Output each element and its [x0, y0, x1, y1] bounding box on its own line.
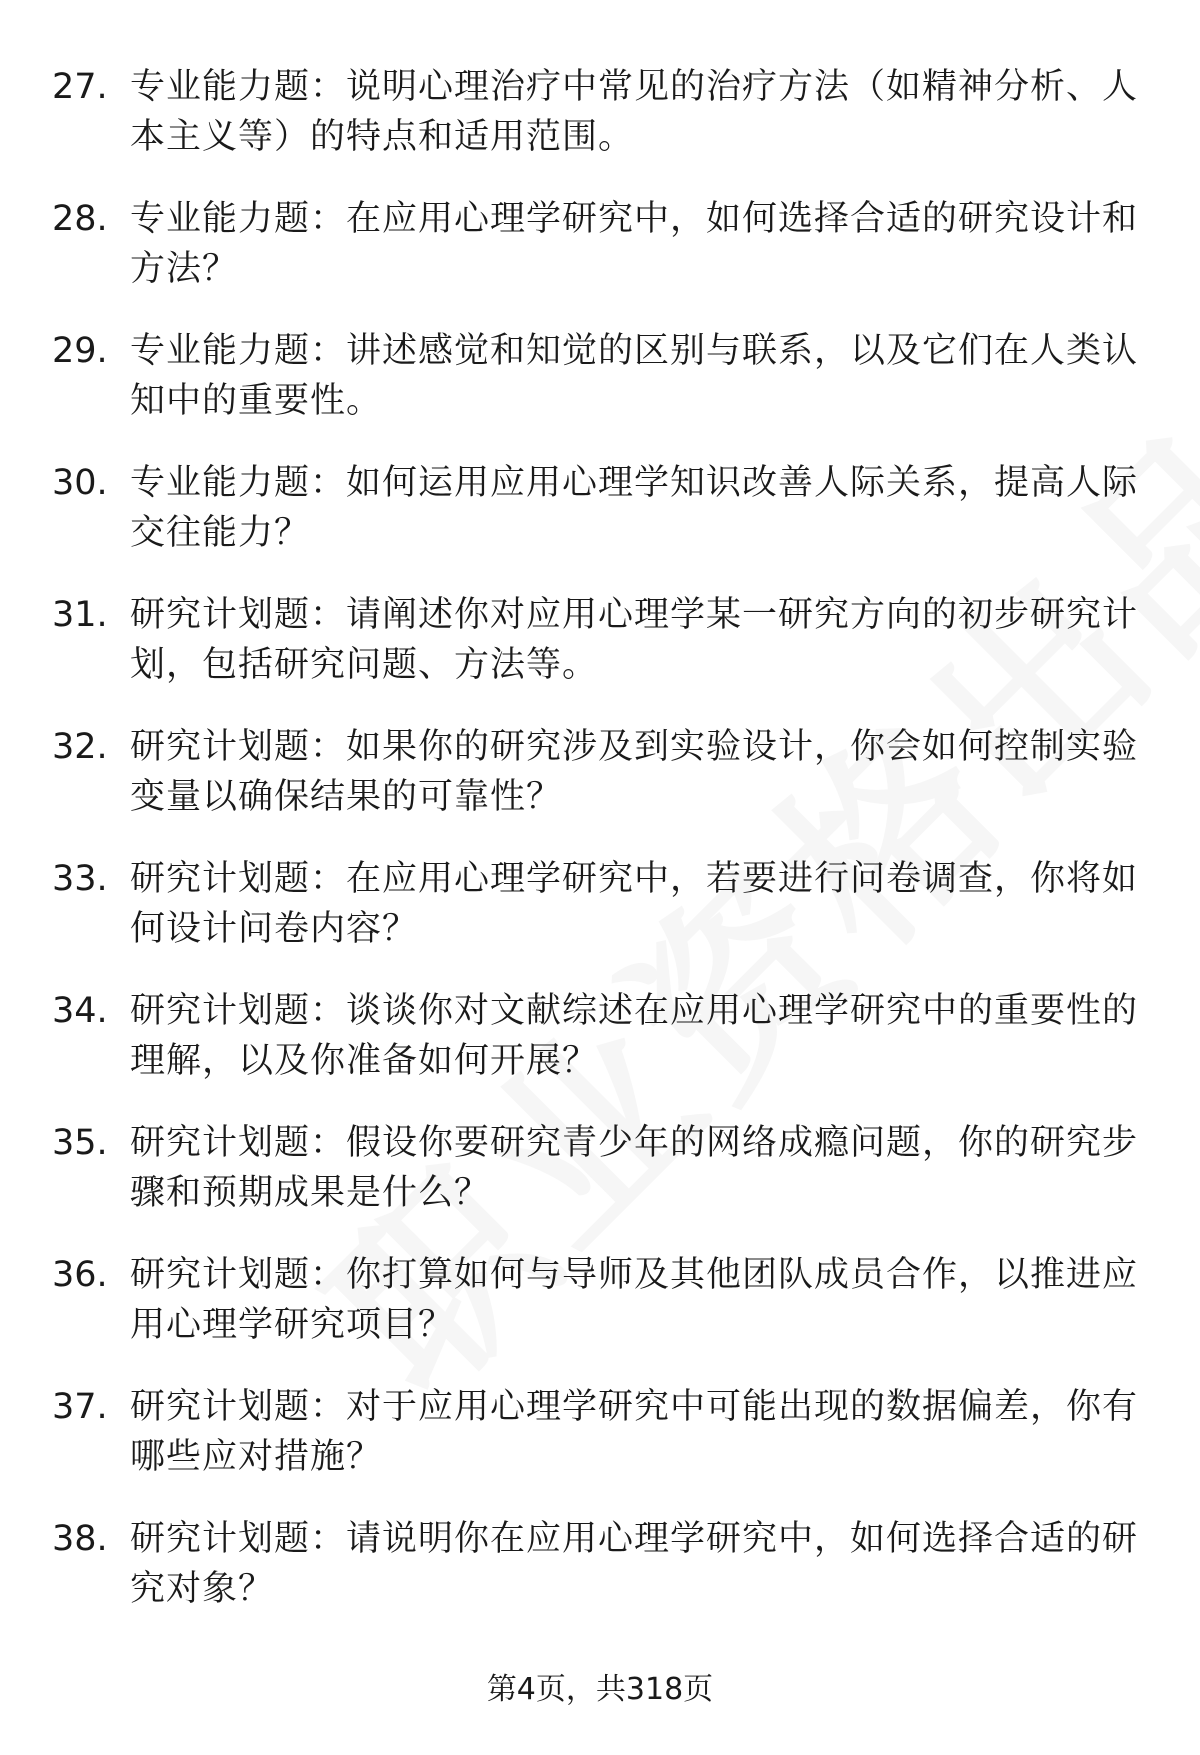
list-item — [52, 1514, 1152, 1646]
question-number: 27. — [52, 67, 108, 107]
list-item — [52, 194, 1152, 326]
list-item — [52, 722, 1152, 854]
question-list — [52, 62, 1152, 1646]
question-text: 研究计划题：如果你的研究涉及到实验设计，你会如何控制实验变量以确保结果的可靠性？ — [130, 727, 1139, 817]
question-text: 专业能力题：说明心理治疗中常见的治疗方法（如精神分析、人本主义等）的特点和适用范围。 — [130, 67, 1139, 157]
question-number: 32. — [52, 727, 108, 767]
list-item — [52, 1382, 1152, 1514]
question-text: 专业能力题：讲述感觉和知觉的区别与联系，以及它们在人类认知中的重要性。 — [130, 331, 1139, 421]
question-text: 研究计划题：对于应用心理学研究中可能出现的数据偏差，你有哪些应对措施？ — [130, 1387, 1139, 1477]
question-number: 30. — [52, 463, 108, 503]
list-item — [52, 326, 1152, 458]
page-footer: 第4页，共318页 — [486, 1672, 714, 1707]
question-number: 29. — [52, 331, 108, 371]
question-text: 专业能力题：在应用心理学研究中，如何选择合适的研究设计和方法？ — [130, 199, 1139, 289]
question-number: 33. — [52, 859, 108, 899]
question-text: 研究计划题：请说明你在应用心理学研究中，如何选择合适的研究对象？ — [130, 1519, 1139, 1609]
list-item — [52, 458, 1152, 590]
question-number: 34. — [52, 991, 108, 1031]
question-number: 38. — [52, 1519, 108, 1559]
question-number: 31. — [52, 595, 108, 635]
question-text: 专业能力题：如何运用应用心理学知识改善人际关系，提高人际交往能力？ — [130, 463, 1139, 553]
list-item — [52, 1250, 1152, 1382]
question-text: 研究计划题：请阐述你对应用心理学某一研究方向的初步研究计划，包括研究问题、方法等。 — [130, 595, 1139, 685]
list-item — [52, 986, 1152, 1118]
list-item — [52, 854, 1152, 986]
question-text: 研究计划题：谈谈你对文献综述在应用心理学研究中的重要性的理解，以及你准备如何开展？ — [130, 991, 1139, 1081]
question-number: 37. — [52, 1387, 108, 1427]
list-item — [52, 62, 1152, 194]
question-text: 研究计划题：假设你要研究青少年的网络成瘾问题，你的研究步骤和预期成果是什么？ — [130, 1123, 1139, 1213]
question-text: 研究计划题：在应用心理学研究中，若要进行问卷调查，你将如何设计问卷内容？ — [130, 859, 1139, 949]
question-number: 35. — [52, 1123, 108, 1163]
question-number: 28. — [52, 199, 108, 239]
question-text: 研究计划题：你打算如何与导师及其他团队成员合作，以推进应用心理学研究项目？ — [130, 1255, 1139, 1345]
list-item — [52, 1118, 1152, 1250]
question-number: 36. — [52, 1255, 108, 1295]
list-item — [52, 590, 1152, 722]
